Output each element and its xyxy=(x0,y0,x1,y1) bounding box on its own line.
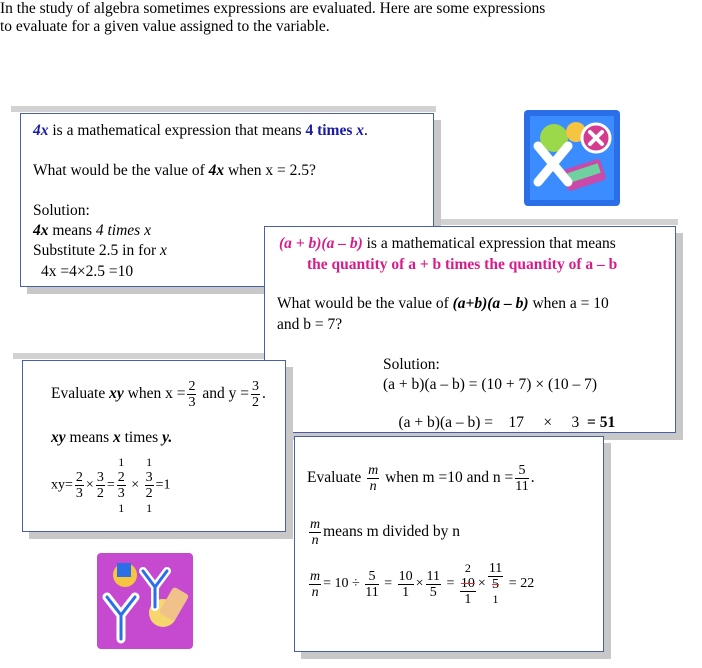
card4-fc-num: 11 xyxy=(426,568,440,584)
card3-f2-den: 2 xyxy=(96,486,104,501)
card3-calc xyxy=(51,455,171,516)
card-evaluate-xy xyxy=(22,360,286,532)
card2-question-line2: and b = 7? xyxy=(277,316,343,333)
card4-eq2: = xyxy=(384,576,393,592)
card2-solution-label: Solution: xyxy=(383,356,440,373)
card3-eq: = xyxy=(106,477,115,493)
card4-n: n xyxy=(369,479,377,494)
card4-fc-den: 5 xyxy=(429,584,437,600)
card3-times-2: × xyxy=(131,477,140,493)
multiplication-character-icon xyxy=(524,110,620,206)
card1-sol-line2 xyxy=(33,242,167,260)
card3-y-end: . xyxy=(261,385,266,403)
card1-sol-expr: 4x xyxy=(33,222,49,239)
card3-y-frac xyxy=(251,379,260,410)
card4-calc-mn xyxy=(309,569,321,600)
card1-means: 4 times xyxy=(305,122,357,139)
card1-question xyxy=(33,162,316,180)
card3-times-1: × xyxy=(85,477,94,493)
card1-expr: 4x xyxy=(33,122,49,139)
card3-y-den: 2 xyxy=(251,395,259,410)
card2-expr: (a + b)(a – b) xyxy=(279,235,363,252)
card3-eval-pre: Evaluate xyxy=(51,385,110,403)
card3-calc-lhs: xy= xyxy=(51,477,73,493)
card3-x-frac xyxy=(187,379,196,410)
card4-cancel2 xyxy=(488,561,503,607)
card3-and-y: and y = xyxy=(198,385,249,403)
card4-result: = 22 xyxy=(508,576,535,592)
card4-fa xyxy=(365,569,378,600)
intro-line-2: to evaluate for a given value assigned to the variable. xyxy=(0,18,330,35)
card4-eval-mid: when m =10 and n = xyxy=(381,469,514,487)
card3-eval-expr: xy xyxy=(109,385,124,403)
card3-x-num: 2 xyxy=(188,379,196,394)
card3-x-den: 3 xyxy=(188,395,196,410)
card2-q-pre: What would be the value of xyxy=(277,295,453,312)
card4-cancel2-bot: 1 xyxy=(492,592,499,606)
card2-question-line1 xyxy=(277,295,609,313)
card2-sol-line1: (a + b)(a – b) = (10 + 7) × (10 – 7) xyxy=(383,376,598,393)
card4-cancel2-den: 5 xyxy=(492,577,500,592)
card3-means-mid: means xyxy=(65,429,113,446)
card4-fc xyxy=(426,569,441,600)
card2-sol-line2-text: (a + b)(a – b) = 17 × 3 xyxy=(398,414,588,431)
card4-eval-pre: Evaluate xyxy=(307,469,366,487)
card3-c1 xyxy=(117,455,126,516)
card3-means-y: y. xyxy=(162,429,173,446)
card4-eval xyxy=(307,463,535,494)
card1-means-var: x xyxy=(356,122,365,139)
card1-sol-line2-var: x xyxy=(160,242,167,259)
card4-fa-den: 11 xyxy=(365,584,379,600)
card4-cancel1-num: 10 xyxy=(460,576,475,591)
card1-sol-it: 4 times x xyxy=(95,222,151,239)
card3-c2-num: 3 xyxy=(145,470,153,485)
card4-eq1: = 10 ÷ xyxy=(323,576,360,592)
card4-m-over-n xyxy=(367,463,379,494)
card4-n-frac xyxy=(515,463,528,494)
card3-means-times: times xyxy=(120,429,163,446)
card3-y-num: 3 xyxy=(251,379,259,394)
card3-c2-bot: 1 xyxy=(146,501,153,515)
card3-f1-den: 3 xyxy=(75,486,83,501)
card4-means-m: m xyxy=(310,517,321,532)
card4-means-n: n xyxy=(311,533,319,548)
card4-n-den: 11 xyxy=(515,479,529,494)
card3-means-x: x xyxy=(113,429,121,446)
card4-fb xyxy=(398,569,414,600)
card1-sol-line3: 4x =4×2.5 =10 xyxy=(41,263,134,280)
card1-sol-mid: means xyxy=(48,222,96,239)
card2-desc: is a mathematical expression that means xyxy=(362,235,616,252)
card4-means-text: means m divided by n xyxy=(323,523,461,541)
card-quantity-product xyxy=(261,226,676,433)
card3-means-expr: xy xyxy=(51,429,66,446)
card2-q-post: when a = 10 xyxy=(528,295,609,312)
card3-c2-top: 1 xyxy=(146,455,153,469)
card1-question-pre: What would be the value of xyxy=(33,162,209,179)
card2-sol-result: = 51 xyxy=(587,414,616,431)
card3-c1-top: 1 xyxy=(118,455,125,469)
card4-cancel1-den: 1 xyxy=(464,592,472,607)
card1-sol-line2-text: Substitute 2.5 in for xyxy=(33,242,161,259)
card3-f1 xyxy=(75,470,84,501)
card3-c2 xyxy=(145,455,154,516)
card4-cancel1 xyxy=(460,561,476,607)
card4-calc xyxy=(307,561,534,607)
card1-solution-label: Solution: xyxy=(33,202,90,219)
card4-calc-m: m xyxy=(310,568,321,584)
card1-desc: is a mathematical expression that means xyxy=(48,122,306,139)
card3-eval xyxy=(51,379,266,410)
card3-f2 xyxy=(96,470,105,501)
card3-c1-bot: 1 xyxy=(118,501,125,515)
card3-means xyxy=(51,429,172,447)
card2-definition xyxy=(279,235,616,253)
card4-times-1: × xyxy=(415,576,424,592)
card2-means: the quantity of a + b times the quantity of a – b xyxy=(307,256,618,273)
card3-eval-mid: when x = xyxy=(123,385,186,403)
card4-n-num: 5 xyxy=(515,463,528,479)
card3-c1-den: 3 xyxy=(117,486,125,501)
card4-cancel2-num: 11 xyxy=(488,561,503,576)
card1-question-expr: 4x xyxy=(208,162,225,179)
card4-fb-den: 1 xyxy=(402,584,410,600)
card2-q-expr: (a+b)(a – b) xyxy=(452,295,529,312)
card1-sol-line1 xyxy=(33,222,151,240)
card4-eq3: = xyxy=(446,576,455,592)
intro-line-1: In the study of algebra sometimes expressions are evaluated. Here are some expressions xyxy=(0,0,546,17)
card4-cancel1-top: 2 xyxy=(464,561,471,575)
card1-period: . xyxy=(364,122,368,139)
card1-definition xyxy=(33,122,368,140)
card3-c1-num: 2 xyxy=(117,470,125,485)
card4-eval-end: . xyxy=(530,469,535,487)
intro-text xyxy=(0,0,660,36)
card4-fa-num: 5 xyxy=(365,569,378,585)
card3-f2-num: 3 xyxy=(96,470,104,485)
card4-fb-num: 10 xyxy=(398,568,413,584)
card3-f1-num: 2 xyxy=(75,470,83,485)
card3-c2-den: 2 xyxy=(145,486,153,501)
card4-calc-n: n xyxy=(311,584,319,600)
card1-question-post: when x = 2.5? xyxy=(224,162,316,179)
card3-result: =1 xyxy=(155,477,171,493)
letter-y-character-icon xyxy=(97,553,193,649)
card4-means-frac xyxy=(309,517,321,548)
card4-means xyxy=(307,517,460,548)
card4-times-2: × xyxy=(477,576,486,592)
card-evaluate-m-over-n xyxy=(294,436,604,652)
card4-m: m xyxy=(368,463,379,478)
